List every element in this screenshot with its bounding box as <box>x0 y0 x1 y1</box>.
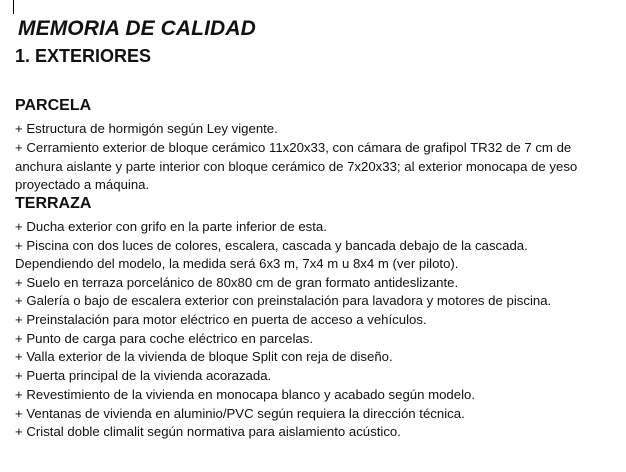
terraza-line: + Ducha exterior con grifo en la parte inferior de esta. <box>15 219 327 234</box>
terraza-line: Dependiendo del modelo, la medida será 6x3 m, 7x4 m u 8x4 m (ver piloto). <box>15 256 459 271</box>
parcela-line: + Estructura de hormigón según Ley vigente. <box>15 121 278 136</box>
terraza-line: + Valla exterior de la vivienda de bloque Split con reja de diseño. <box>15 349 393 364</box>
parcela-line: proyectado a máquina. <box>15 177 150 192</box>
terraza-line: + Suelo en terraza porcelánico de 80x80 cm de gran formato antideslizante. <box>15 275 459 290</box>
terraza-line: + Piscina con dos luces de colores, escalera, cascada y bancada debajo de la cascada. <box>15 238 528 253</box>
terraza-line: + Preinstalación para motor eléctrico en puerta de acceso a vehículos. <box>15 312 427 327</box>
terraza-line: + Revestimiento de la vivienda en monocapa blanco y acabado según modelo. <box>15 387 476 402</box>
heading-terraza: TERRAZA <box>15 195 92 212</box>
document-title: MEMORIA DE CALIDAD <box>18 17 256 40</box>
parcela-line: anchura aislante y parte interior con bloque cerámico de 7x20x33; al exterior monocapa de yeso <box>15 159 578 174</box>
terraza-line: + Puerta principal de la vivienda acorazada. <box>15 368 272 383</box>
terraza-line: + Cristal doble climalit según normativa para aislamiento acústico. <box>15 424 401 439</box>
parcela-line: + Cerramiento exterior de bloque cerámico 11x20x33, con cámara de grafipol TR32 de 7 cm de <box>15 140 572 155</box>
terraza-line: + Ventanas de vivienda en aluminio/PVC según requiera la dirección técnica. <box>15 406 465 421</box>
terraza-line: + Punto de carga para coche eléctrico en parcelas. <box>15 331 314 346</box>
section-title: 1. EXTERIORES <box>15 46 152 66</box>
heading-parcela: PARCELA <box>15 97 92 114</box>
text-cursor <box>13 0 14 14</box>
terraza-line: + Galería o bajo de escalera exterior con preinstalación para lavadora y motores de piscina. <box>15 293 552 308</box>
